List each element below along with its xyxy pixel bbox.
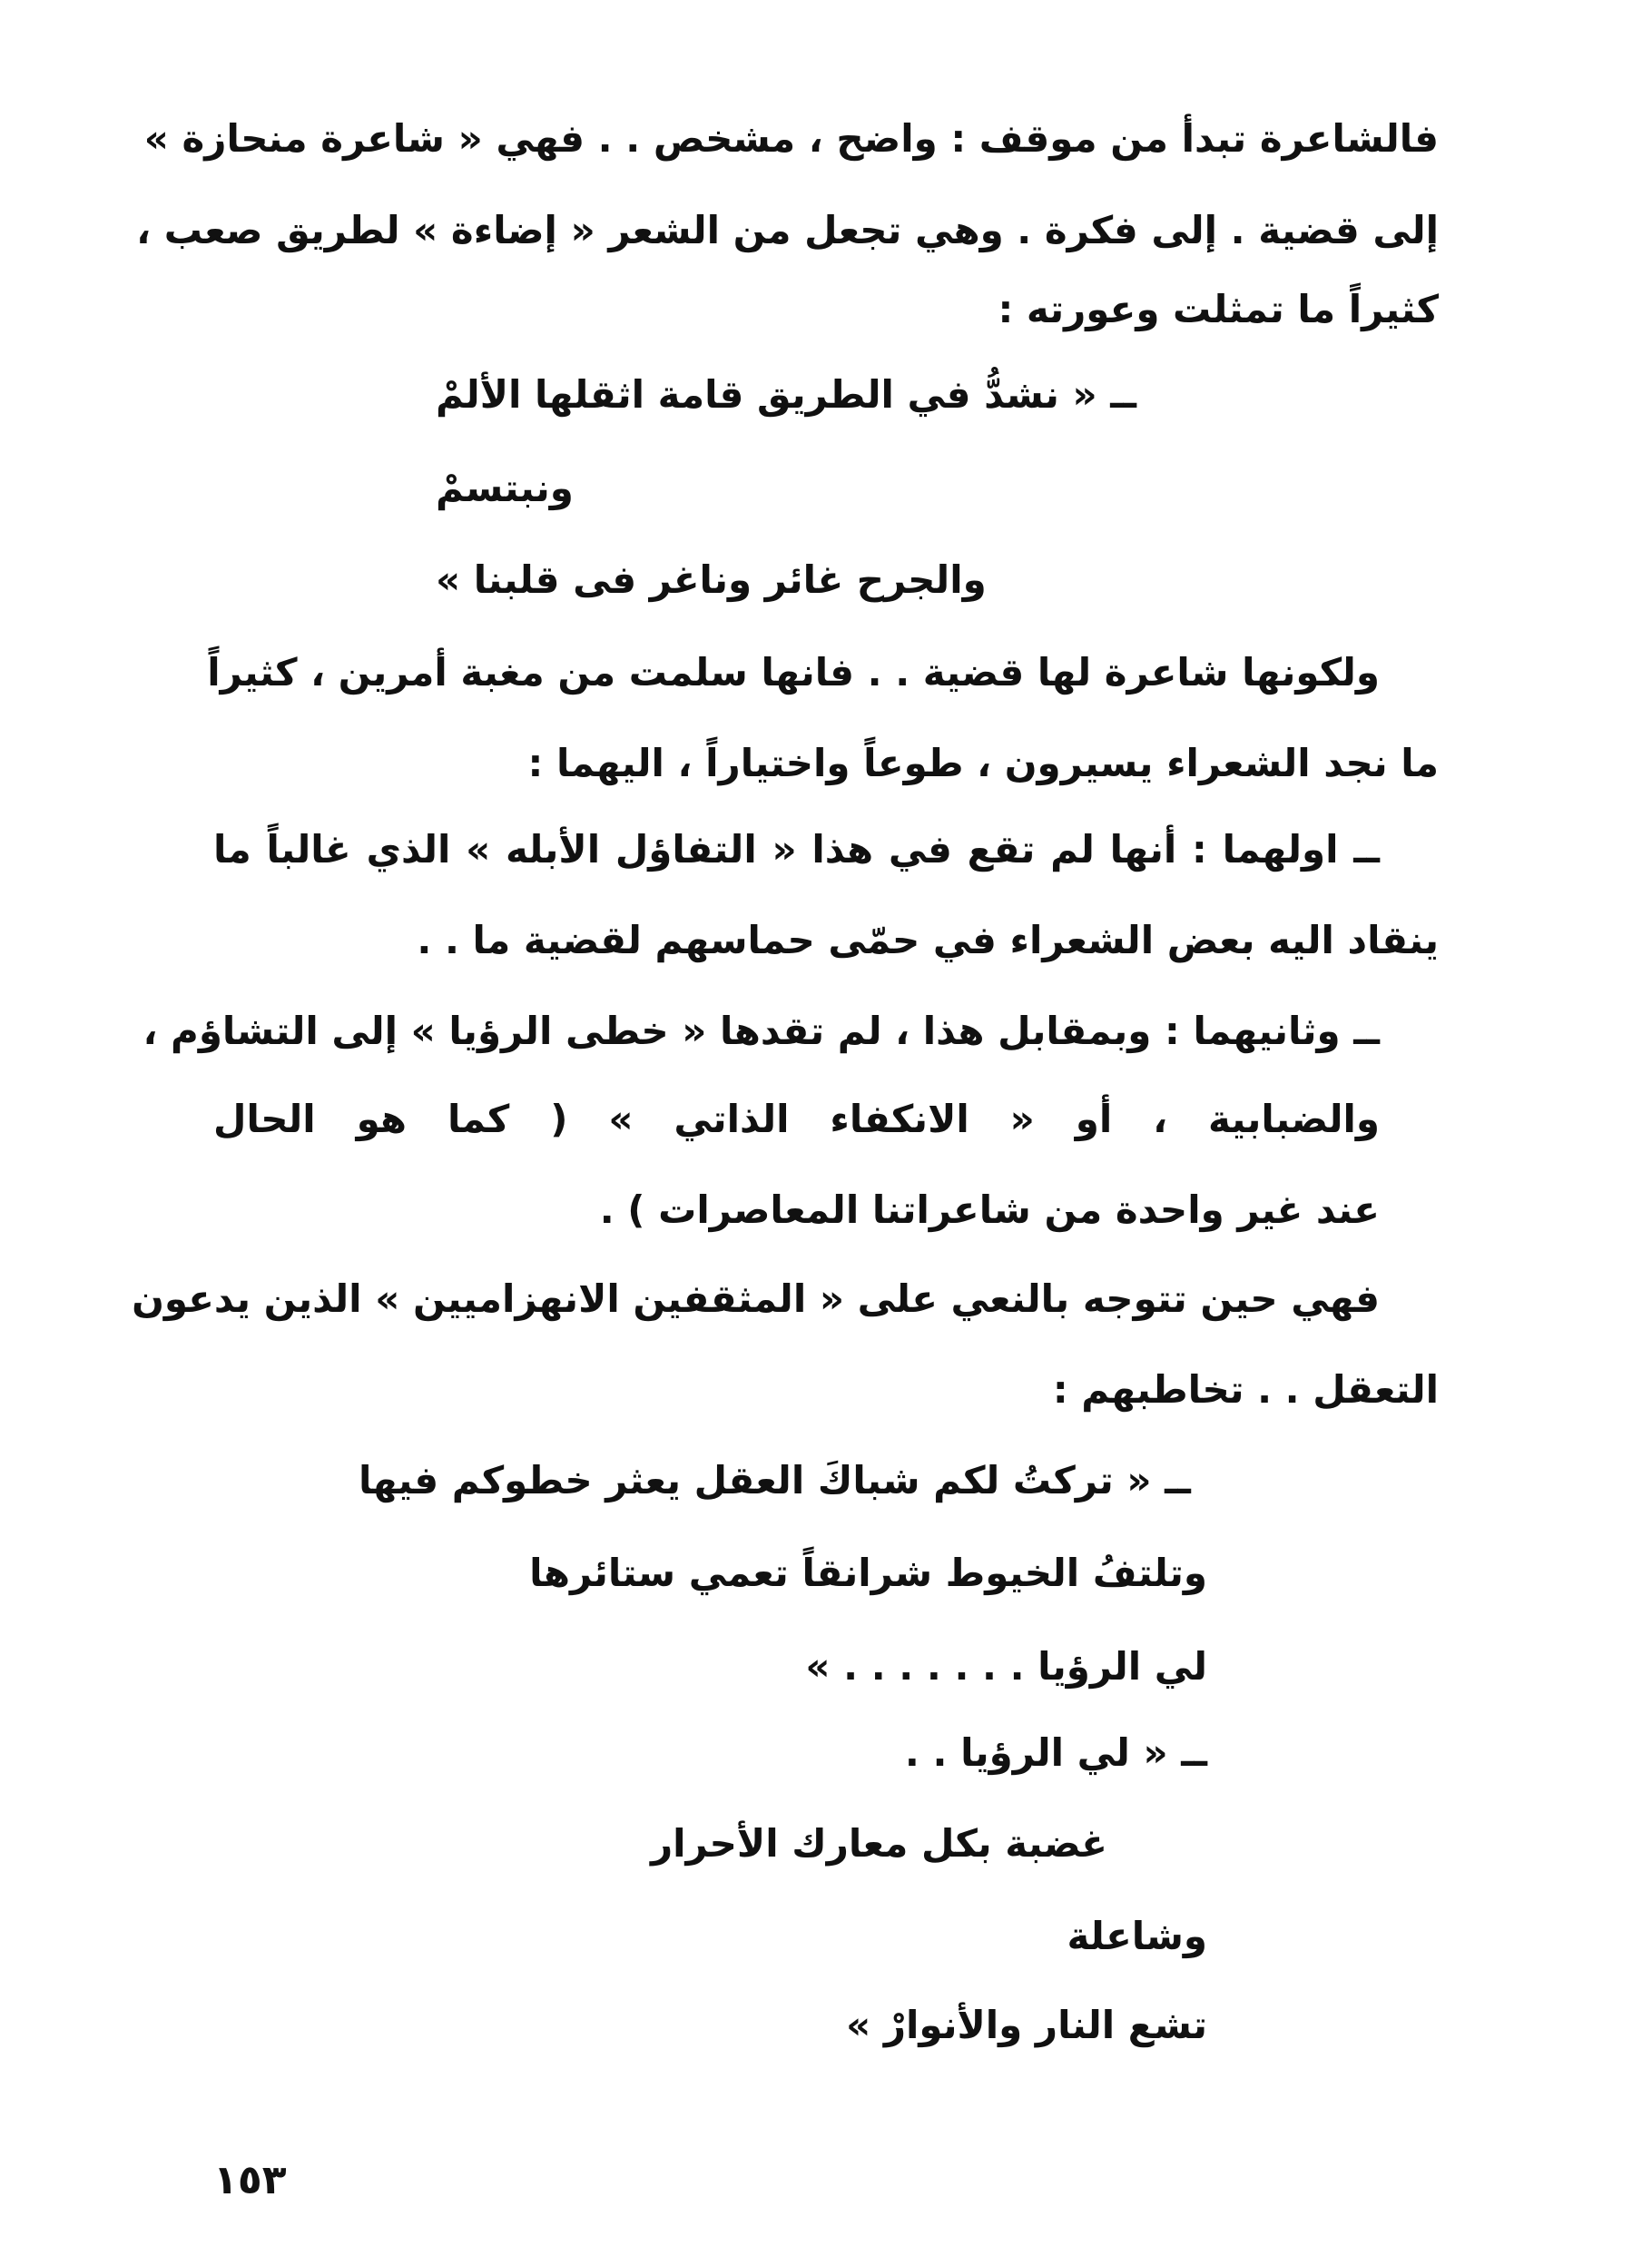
verse-line-7: ــ « لي الرؤيا . . — [904, 1730, 1207, 1775]
text-line-4: ولكونها شاعرة لها قضية . . فانها سلمت من مغبة أمرين ، كثيراً — [207, 650, 1380, 695]
verse-line-10: تشع النار والأنوارْ » — [846, 2003, 1207, 2047]
text-line-10: عند غير واحدة من شاعراتنا المعاصرات ) . — [599, 1187, 1380, 1232]
text-line-11: فهي حين تتوجه بالنعي على « المثقفين الانهزاميين » الذين يدعون — [132, 1276, 1380, 1321]
page-number: ١٥٣ — [213, 2157, 287, 2203]
text-line-1: فالشاعرة تبدأ من موقف : واضح ، مشخص . . فهي « شاعرة منحازة » — [143, 116, 1439, 161]
verse-line-4: ــ « تركتُ لكم شباكَ العقل يعثر خطوكم فيها — [359, 1458, 1191, 1502]
text-line-8: ــ وثانيهما : وبمقابل هذا ، لم تقدها « خطى الرؤيا » إلى التشاؤم ، — [143, 1009, 1380, 1053]
text-line-6: ــ اولهما : أنها لم تقع في هذا « التفاؤل الأبله » الذي غالباً ما — [213, 827, 1380, 872]
verse-line-8: غضبة بكل معارك الأحرار — [650, 1821, 1107, 1866]
text-line-9: والضبابية ، أو « الانكفاء الذاتي » ( كما هو الحال — [213, 1097, 1380, 1141]
verse-line-9: وشاعلة — [1067, 1914, 1207, 1958]
text-line-3: كثيراً ما تمثلت وعورته : — [998, 287, 1439, 331]
text-line-2: إلى قضية . إلى فكرة . وهي تجعل من الشعر « إضاءة » لطريق صعب ، — [136, 208, 1439, 252]
verse-line-6: لي الرؤيا . . . . . . . » — [805, 1644, 1207, 1689]
verse-line-2: ونبتسمْ — [436, 466, 574, 510]
text-line-5: ما نجد الشعراء يسيرون ، طوعاً واختياراً ، اليهما : — [527, 741, 1439, 785]
verse-line-1: ــ « نشدُّ في الطريق قامة اثقلها الألمْ — [436, 372, 1136, 417]
verse-line-5: وتلتفُ الخيوط شرانقاً تعمي ستائرها — [529, 1551, 1207, 1595]
verse-line-3: والجرح غائر وناغر فى قلبنا » — [436, 557, 987, 602]
text-line-7: ينقاد اليه بعض الشعراء في حمّى حماسهم لقضية ما . . — [417, 918, 1439, 962]
text-line-12: التعقل . . تخاطبهم : — [1052, 1367, 1439, 1412]
